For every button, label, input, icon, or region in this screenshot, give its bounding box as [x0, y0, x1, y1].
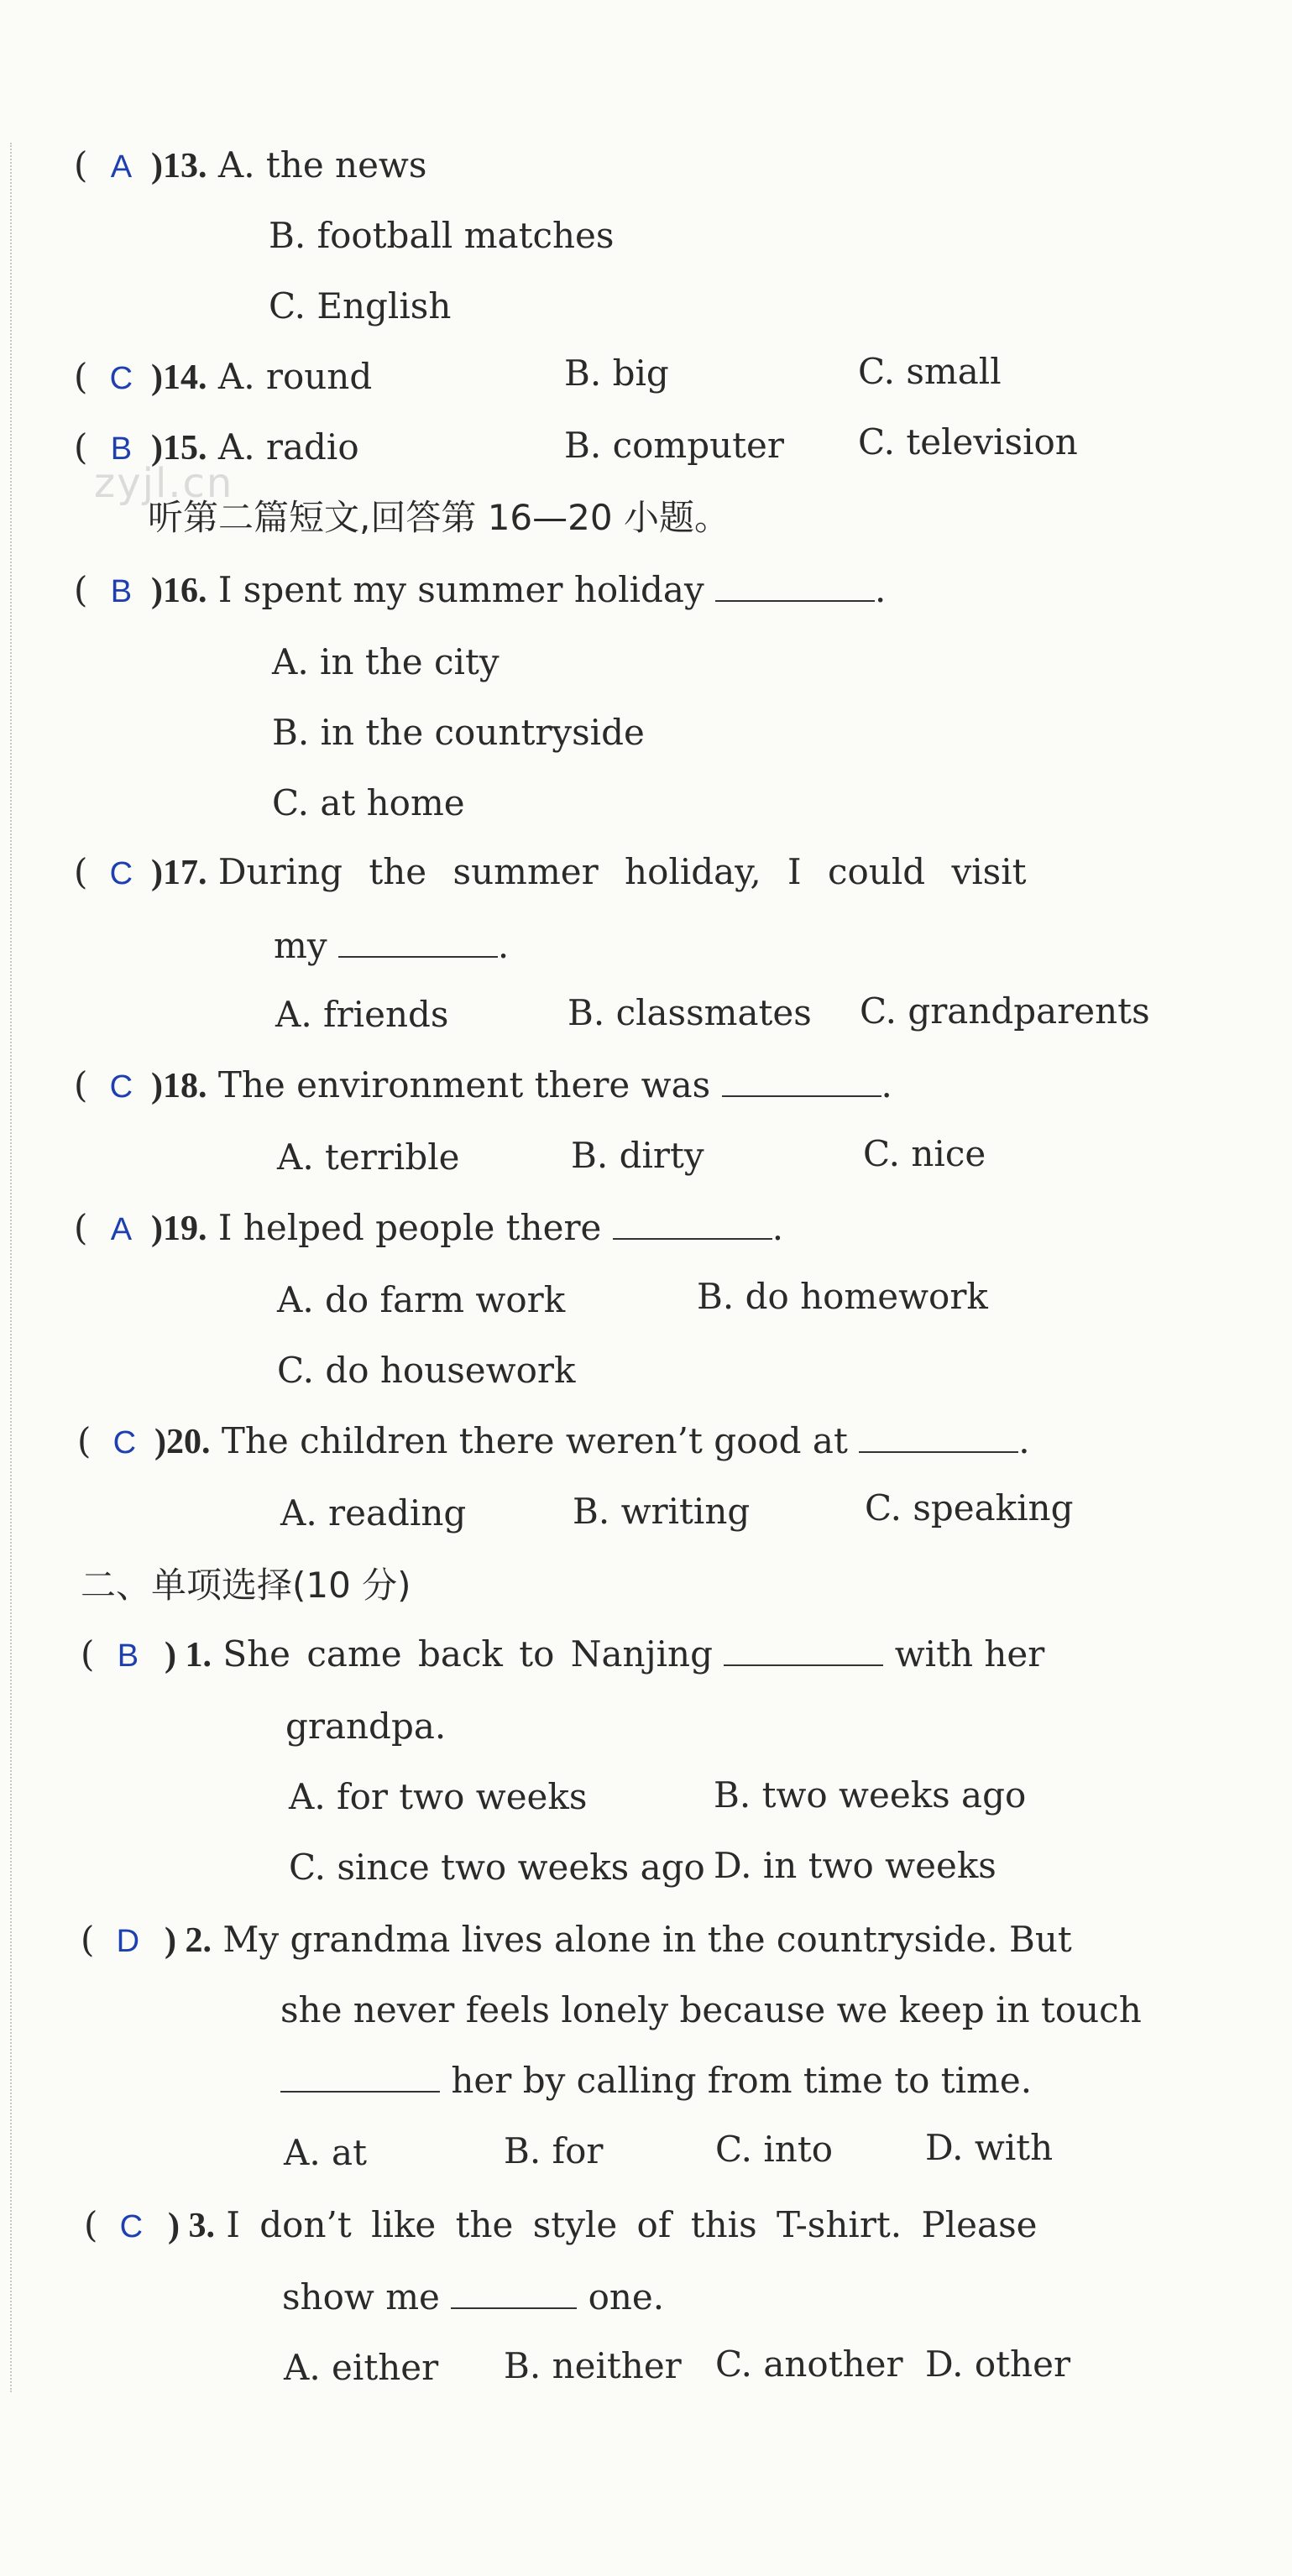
question-14: ( C )14. A. round	[74, 356, 373, 397]
answer-14: C	[109, 361, 133, 396]
question-18: ( C )18. The environment there was .	[74, 1064, 892, 1105]
p2-q3-option-b: B. neither	[504, 2345, 682, 2386]
answer-13: A	[110, 149, 133, 185]
answer-blank	[451, 2282, 577, 2309]
answer-20: C	[112, 1425, 137, 1460]
p2-q3-continuation: show me one.	[282, 2276, 665, 2317]
answer-p2-1: B	[117, 1638, 139, 1674]
answer-18: C	[109, 1069, 133, 1105]
p2-q2-line-3: her by calling from time to time.	[280, 2063, 1032, 2098]
q15-option-b: B. computer	[564, 425, 784, 466]
q20-option-c: C. speaking	[865, 1487, 1074, 1528]
answer-17: C	[109, 856, 133, 891]
q18-option-b: B. dirty	[571, 1135, 704, 1176]
q13-option-b: B. football matches	[269, 215, 615, 256]
answer-19: A	[110, 1212, 133, 1247]
answer-blank	[715, 575, 875, 602]
p2-q2-option-d: D. with	[925, 2127, 1054, 2168]
question-p2-1: ( B ) 1. She came back to Nanjing with her	[81, 1633, 1045, 1675]
answer-blank	[724, 1639, 883, 1666]
margin-dotted-line	[10, 143, 12, 2392]
p2-q1-option-a: A. for two weeks	[289, 1776, 588, 1817]
q14-option-c: C. small	[858, 351, 1002, 392]
p2-q2-line-2: she never feels lonely because we keep in touch	[280, 1989, 1142, 2030]
p2-q2-option-c: C. into	[715, 2129, 833, 2170]
p2-q1-option-b: B. two weeks ago	[714, 1774, 1027, 1816]
p2-q1-continuation: grandpa.	[285, 1706, 447, 1747]
p2-q1-option-c: C. since two weeks ago	[289, 1847, 705, 1888]
q18-option-c: C. nice	[863, 1133, 986, 1174]
q13-option-c: C. English	[269, 285, 452, 327]
p2-q3-option-a: A. either	[284, 2347, 439, 2388]
answer-blank	[280, 2066, 440, 2093]
answer-16: B	[110, 574, 133, 609]
p2-q3-option-c: C. another	[715, 2343, 903, 2385]
q19-option-c: C. do housework	[277, 1350, 576, 1391]
question-13: ( A )13. A. the news	[74, 144, 427, 185]
q19-option-b: B. do homework	[697, 1276, 988, 1317]
q17-option-a: A. friends	[275, 994, 449, 1035]
p2-q2-option-b: B. for	[504, 2130, 604, 2171]
p2-q2-option-a: A. at	[284, 2132, 367, 2173]
q18-option-a: A. terrible	[277, 1136, 460, 1178]
p2-q1-option-d: D. in two weeks	[714, 1845, 996, 1886]
q20-option-a: A. reading	[280, 1492, 467, 1534]
q16-option-c: C. at home	[272, 782, 465, 823]
watermark: zyjl.cn	[94, 460, 234, 507]
q17-continuation: my .	[274, 925, 510, 966]
question-19: ( A )19. I helped people there .	[74, 1207, 784, 1248]
question-p2-2: ( D ) 2. My grandma lives alone in the countryside. But	[81, 1919, 1072, 1960]
q16-option-b: B. in the countryside	[272, 712, 645, 753]
q17-option-c: C. grandparents	[860, 990, 1150, 1032]
section-heading-single-choice: 二、单项选择(10 分)	[81, 1565, 411, 1606]
q14-option-b: B. big	[564, 353, 669, 394]
question-17: ( C )17. During the summer holiday, I could visit	[74, 851, 1027, 892]
q19-option-a: A. do farm work	[277, 1279, 566, 1320]
q16-option-a: A. in the city	[272, 641, 500, 682]
listening-instruction: 听第二篇短文,回答第 16—20 小题。	[148, 497, 730, 538]
answer-blank	[338, 931, 498, 958]
q17-option-b: B. classmates	[568, 992, 812, 1033]
answer-blank	[859, 1426, 1018, 1453]
question-16: ( B )16. I spent my summer holiday .	[74, 569, 887, 610]
q20-option-b: B. writing	[573, 1491, 751, 1532]
answer-blank	[722, 1070, 881, 1097]
answer-p2-3: C	[119, 2209, 144, 2244]
answer-blank	[613, 1213, 772, 1240]
question-15: ( B )15. A. radio	[74, 426, 359, 468]
p2-q3-option-d: D. other	[925, 2343, 1071, 2385]
answer-15: B	[110, 431, 133, 467]
answer-p2-2: D	[116, 1924, 140, 1959]
question-p2-3: ( C ) 3. I don’t like the style of this T-shirt. Please	[84, 2204, 1038, 2245]
q15-option-c: C. television	[858, 421, 1078, 462]
question-20: ( C )20. The children there weren’t good at .	[77, 1420, 1030, 1461]
